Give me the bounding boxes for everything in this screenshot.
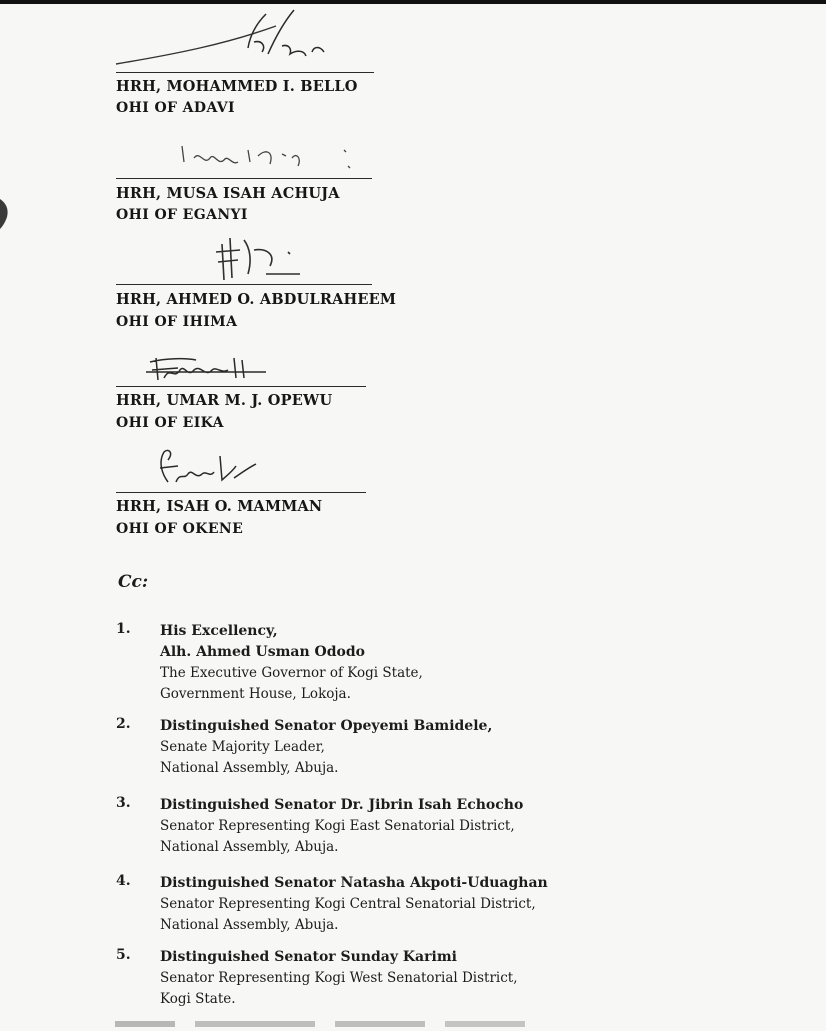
- signature-1: [116, 6, 396, 74]
- cc-line: His Excellency,: [160, 623, 278, 639]
- signature-line-3: [116, 284, 372, 285]
- ink-blot: [0, 195, 10, 229]
- cc-line: Kogi State.: [160, 991, 236, 1007]
- cc-item-number: 1.: [116, 621, 131, 637]
- signatory-title: OHI OF ADAVI: [116, 100, 235, 116]
- cc-item-number: 3.: [116, 795, 131, 811]
- cc-line: Senator Representing Kogi East Senatorial District,: [160, 818, 515, 834]
- cc-item-number: 5.: [116, 947, 131, 963]
- cc-line: Government House, Lokoja.: [160, 686, 351, 702]
- cut-off-text-fragment: [115, 1012, 535, 1024]
- cc-line: National Assembly, Abuja.: [160, 760, 339, 776]
- signature-line-1: [116, 72, 374, 73]
- top-edge: [0, 0, 826, 4]
- signatory-title: OHI OF IHIMA: [116, 314, 238, 330]
- cc-line: Alh. Ahmed Usman Ododo: [160, 644, 366, 660]
- signature-2: [116, 136, 396, 180]
- signature-line-5: [116, 492, 366, 493]
- signature-3: [116, 230, 396, 290]
- cc-line: The Executive Governor of Kogi State,: [160, 665, 423, 681]
- cc-item-number: 2.: [116, 716, 131, 732]
- cc-line: National Assembly, Abuja.: [160, 839, 339, 855]
- signatory-title: OHI OF OKENE: [116, 521, 244, 537]
- signatory-name: HRH, UMAR M. J. OPEWU: [116, 392, 333, 409]
- signature-4: [116, 348, 396, 388]
- cc-line: Distinguished Senator Dr. Jibrin Isah Echocho: [160, 797, 524, 813]
- signatory-title: OHI OF EIKA: [116, 415, 224, 431]
- signature-line-2: [116, 178, 372, 179]
- cc-line: National Assembly, Abuja.: [160, 917, 339, 933]
- signature-line-4: [116, 386, 366, 387]
- signatory-name: HRH, MOHAMMED I. BELLO: [116, 78, 358, 95]
- cc-label: Cc:: [118, 572, 149, 592]
- signatory-name: HRH, ISAH O. MAMMAN: [116, 498, 323, 515]
- cc-line: Senator Representing Kogi West Senatorial District,: [160, 970, 518, 986]
- cc-line: Distinguished Senator Opeyemi Bamidele,: [160, 718, 493, 734]
- signatory-name: HRH, AHMED O. ABDULRAHEEM: [116, 291, 397, 308]
- cc-line: Senate Majority Leader,: [160, 739, 325, 755]
- signatory-name: HRH, MUSA ISAH ACHUJA: [116, 185, 340, 202]
- cc-item-number: 4.: [116, 873, 131, 889]
- cc-line: Senator Representing Kogi Central Senatorial District,: [160, 896, 536, 912]
- cc-line: Distinguished Senator Natasha Akpoti-Uduaghan: [160, 875, 548, 891]
- signature-5: [116, 446, 396, 496]
- signatory-title: OHI OF EGANYI: [116, 207, 248, 223]
- cc-line: Distinguished Senator Sunday Karimi: [160, 949, 457, 965]
